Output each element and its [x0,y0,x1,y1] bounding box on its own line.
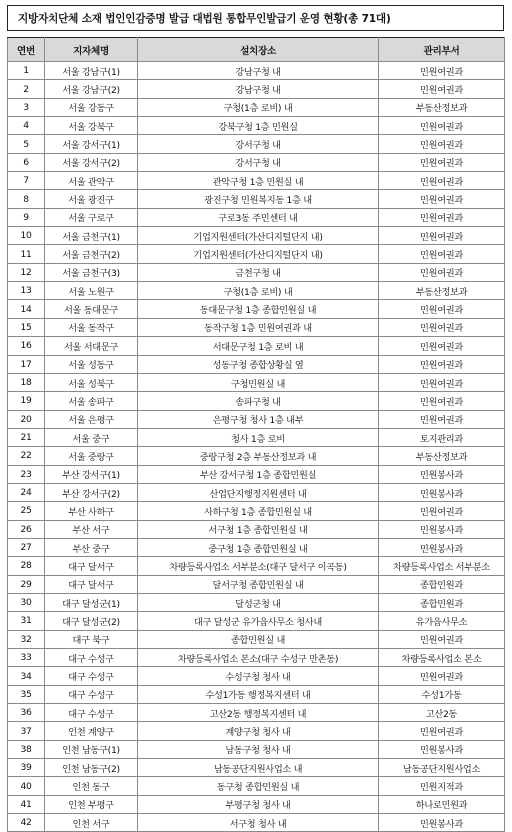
table-row [8,612,505,630]
cell-location: 달서구청 종합민원실 내 [138,575,379,593]
cell-municipality: 서울 강동구 [45,98,138,116]
cell-department: 민원여권과 [379,135,505,153]
cell-location: 동구청 종합민원실 내 [138,777,379,795]
cell-location: 동대문구청 1층 종합민원실 내 [138,300,379,318]
cell-location: 동작구청 1층 민원여권과 내 [138,318,379,336]
cell-department: 민원봉사과 [379,740,505,758]
table-row [8,410,505,428]
table-header [8,38,505,62]
cell-department: 민원여권과 [379,410,505,428]
cell-department: 민원여권과 [379,630,505,648]
table-row [8,428,505,446]
cell-department: 토지관리과 [379,428,505,446]
cell-department: 민원봉사과 [379,538,505,556]
cell-location: 서구청 1층 종합민원실 내 [138,520,379,538]
cell-number: 37 [8,722,45,740]
cell-location: 달성군청 내 [138,593,379,611]
cell-municipality: 대구 수성구 [45,649,138,667]
cell-location: 기업지원센터(가산디지털단지 내) [138,227,379,245]
cell-location: 서대문구청 1층 로비 내 [138,337,379,355]
cell-municipality: 부산 사하구 [45,502,138,520]
cell-municipality: 대구 달서구 [45,557,138,575]
cell-municipality: 대구 달성군(2) [45,612,138,630]
cell-number: 15 [8,318,45,336]
cell-department: 민원지적과 [379,777,505,795]
cell-municipality: 인천 동구 [45,777,138,795]
table-body [8,62,505,832]
cell-municipality: 서울 금천구(2) [45,245,138,263]
cell-municipality: 서울 동대문구 [45,300,138,318]
cell-municipality: 서울 서대문구 [45,337,138,355]
cell-municipality: 서울 강서구(1) [45,135,138,153]
cell-department: 민원여권과 [379,318,505,336]
cell-location: 수성구청 청사 내 [138,667,379,685]
cell-municipality: 서울 광진구 [45,190,138,208]
table-row [8,245,505,263]
cell-department: 민원여권과 [379,80,505,98]
cell-number: 19 [8,392,45,410]
table-row [8,575,505,593]
table-row [8,759,505,777]
cell-location: 강서구청 내 [138,135,379,153]
cell-department: 민원여권과 [379,337,505,355]
cell-municipality: 인천 남동구(1) [45,740,138,758]
cell-location: 대구 달성군 유가읍사무소 청사내 [138,612,379,630]
cell-number: 20 [8,410,45,428]
table-row [8,465,505,483]
cell-department: 민원여권과 [379,208,505,226]
cell-municipality: 인천 남동구(2) [45,759,138,777]
cell-number: 6 [8,153,45,171]
cell-number: 9 [8,208,45,226]
cell-department: 부동산정보과 [379,98,505,116]
cell-municipality: 서울 강남구(1) [45,62,138,80]
table-row [8,62,505,80]
cell-number: 16 [8,337,45,355]
cell-location: 차량등록사업소 본소(대구 수성구 만촌동) [138,649,379,667]
table-row [8,740,505,758]
header-municipality: 지자체명 [45,38,138,62]
cell-location: 강북구청 1층 민원실 [138,117,379,135]
table-row [8,630,505,648]
cell-municipality: 서울 성북구 [45,373,138,391]
cell-location: 구로3동 주민센터 내 [138,208,379,226]
cell-department: 민원여권과 [379,373,505,391]
cell-location: 중구청 1층 종합민원실 내 [138,538,379,556]
table-row [8,282,505,300]
cell-municipality: 대구 수성구 [45,667,138,685]
table-row [8,318,505,336]
cell-department: 민원여권과 [379,153,505,171]
cell-location: 남동구청 청사 내 [138,740,379,758]
cell-number: 17 [8,355,45,373]
cell-location: 기업지원센터(가산디지털단지 내) [138,245,379,263]
cell-number: 23 [8,465,45,483]
cell-department: 민원여권과 [379,722,505,740]
cell-municipality: 서울 구로구 [45,208,138,226]
table-row [8,355,505,373]
cell-number: 42 [8,814,45,832]
cell-number: 36 [8,704,45,722]
cell-number: 14 [8,300,45,318]
cell-number: 40 [8,777,45,795]
cell-location: 관악구청 1층 민원실 내 [138,172,379,190]
cell-municipality: 부산 서구 [45,520,138,538]
cell-department: 남동공단지원사업소 [379,759,505,777]
cell-location: 산업단지행정지원센터 내 [138,483,379,501]
cell-number: 11 [8,245,45,263]
cell-number: 39 [8,759,45,777]
table-row [8,483,505,501]
cell-location: 부평구청 청사 내 [138,795,379,813]
table-row [8,520,505,538]
cell-number: 27 [8,538,45,556]
cell-number: 12 [8,263,45,281]
table-row [8,557,505,575]
table-row [8,722,505,740]
cell-number: 8 [8,190,45,208]
cell-location: 송파구청 내 [138,392,379,410]
cell-municipality: 서울 금천구(1) [45,227,138,245]
cell-municipality: 서울 금천구(3) [45,263,138,281]
cell-department: 민원봉사과 [379,520,505,538]
header-number: 연번 [8,38,45,62]
document-title-text: 지방자치단체 소재 법인인감증명 발급 대법원 통합무인발급기 운영 현황(총 71대) [18,12,391,25]
cell-department: 수성1가동 [379,685,505,703]
cell-municipality: 인천 부평구 [45,795,138,813]
cell-municipality: 대구 수성구 [45,704,138,722]
cell-location: 차량등록사업소 서부분소(대구 달서구 이곡동) [138,557,379,575]
table-row [8,190,505,208]
cell-location: 강남구청 내 [138,62,379,80]
table-row [8,777,505,795]
cell-department: 고산2동 [379,704,505,722]
cell-location: 청사 1층 로비 [138,428,379,446]
cell-department: 부동산정보과 [379,282,505,300]
cell-department: 민원여권과 [379,117,505,135]
cell-number: 2 [8,80,45,98]
table-row [8,649,505,667]
cell-department: 민원봉사과 [379,465,505,483]
table-row [8,98,505,116]
table-row [8,263,505,281]
cell-location: 계양구청 청사 내 [138,722,379,740]
cell-location: 서구청 청사 내 [138,814,379,832]
cell-municipality: 서울 강서구(2) [45,153,138,171]
cell-municipality: 서울 강남구(2) [45,80,138,98]
cell-number: 10 [8,227,45,245]
cell-location: 남동공단지원사업소 내 [138,759,379,777]
cell-department: 차량등록사업소 본소 [379,649,505,667]
table-row [8,447,505,465]
cell-municipality: 서울 노원구 [45,282,138,300]
cell-number: 3 [8,98,45,116]
cell-municipality: 서울 관악구 [45,172,138,190]
cell-department: 민원여권과 [379,245,505,263]
table-row [8,300,505,318]
cell-department: 차량등록사업소 서부분소 [379,557,505,575]
cell-number: 24 [8,483,45,501]
cell-number: 30 [8,593,45,611]
cell-department: 민원여권과 [379,392,505,410]
cell-municipality: 대구 달성군(1) [45,593,138,611]
cell-municipality: 서울 은평구 [45,410,138,428]
cell-location: 은평구청 청사 1층 내부 [138,410,379,428]
cell-department: 민원여권과 [379,502,505,520]
cell-department: 민원여권과 [379,355,505,373]
document-title [7,5,504,31]
cell-number: 33 [8,649,45,667]
cell-department: 민원여권과 [379,190,505,208]
cell-department: 종합민원과 [379,593,505,611]
cell-municipality: 대구 북구 [45,630,138,648]
cell-location: 고산2동 행정복지센터 내 [138,704,379,722]
cell-municipality: 서울 성동구 [45,355,138,373]
cell-location: 사하구청 1층 종합민원실 내 [138,502,379,520]
cell-municipality: 부산 강서구(1) [45,465,138,483]
cell-department: 민원봉사과 [379,814,505,832]
cell-department: 민원여권과 [379,172,505,190]
cell-department: 종합민원과 [379,575,505,593]
cell-number: 41 [8,795,45,813]
cell-number: 4 [8,117,45,135]
cell-municipality: 인천 계양구 [45,722,138,740]
table-header-row [8,38,505,62]
cell-municipality: 부산 중구 [45,538,138,556]
cell-number: 21 [8,428,45,446]
kiosk-table [7,37,505,832]
cell-number: 34 [8,667,45,685]
cell-location: 수성1가동 행정복지센터 내 [138,685,379,703]
table-row [8,538,505,556]
cell-number: 29 [8,575,45,593]
cell-municipality: 서울 송파구 [45,392,138,410]
cell-municipality: 서울 동작구 [45,318,138,336]
cell-department: 민원여권과 [379,300,505,318]
cell-location: 구청(1층 로비) 내 [138,98,379,116]
table-row [8,227,505,245]
cell-department: 민원여권과 [379,227,505,245]
cell-department: 민원여권과 [379,62,505,80]
table-row [8,685,505,703]
table-row [8,80,505,98]
table-row [8,502,505,520]
cell-location: 강남구청 내 [138,80,379,98]
cell-location: 구청(1층 로비) 내 [138,282,379,300]
cell-number: 7 [8,172,45,190]
cell-number: 32 [8,630,45,648]
cell-department: 유가읍사무소 [379,612,505,630]
cell-municipality: 인천 서구 [45,814,138,832]
cell-number: 26 [8,520,45,538]
table-row [8,593,505,611]
table-row [8,172,505,190]
table-row [8,117,505,135]
table-row [8,135,505,153]
table-row [8,153,505,171]
cell-number: 13 [8,282,45,300]
cell-number: 22 [8,447,45,465]
cell-location: 부산 강서구청 1층 종합민원실 [138,465,379,483]
cell-location: 금천구청 내 [138,263,379,281]
table-row [8,814,505,832]
cell-location: 중랑구청 2층 부동산정보과 내 [138,447,379,465]
table-row [8,373,505,391]
table-row [8,795,505,813]
header-location: 설치장소 [138,38,379,62]
cell-number: 35 [8,685,45,703]
table-row [8,704,505,722]
cell-location: 광진구청 민원복지동 1층 내 [138,190,379,208]
cell-number: 38 [8,740,45,758]
cell-department: 민원여권과 [379,667,505,685]
cell-location: 성동구청 종합상황실 옆 [138,355,379,373]
cell-number: 18 [8,373,45,391]
cell-municipality: 대구 달서구 [45,575,138,593]
cell-department: 부동산정보과 [379,447,505,465]
cell-municipality: 부산 강서구(2) [45,483,138,501]
cell-municipality: 서울 중구 [45,428,138,446]
cell-number: 31 [8,612,45,630]
cell-department: 민원봉사과 [379,483,505,501]
table-row [8,208,505,226]
cell-number: 28 [8,557,45,575]
cell-location: 종합민원실 내 [138,630,379,648]
cell-municipality: 대구 수성구 [45,685,138,703]
cell-department: 민원여권과 [379,263,505,281]
cell-municipality: 서울 강북구 [45,117,138,135]
table-row [8,337,505,355]
cell-number: 1 [8,62,45,80]
table-row [8,392,505,410]
cell-location: 강서구청 내 [138,153,379,171]
cell-number: 25 [8,502,45,520]
cell-number: 5 [8,135,45,153]
header-department: 관리부서 [379,38,505,62]
table-row [8,667,505,685]
cell-department: 하나로민원과 [379,795,505,813]
cell-municipality: 서울 중랑구 [45,447,138,465]
cell-location: 구청민원실 내 [138,373,379,391]
